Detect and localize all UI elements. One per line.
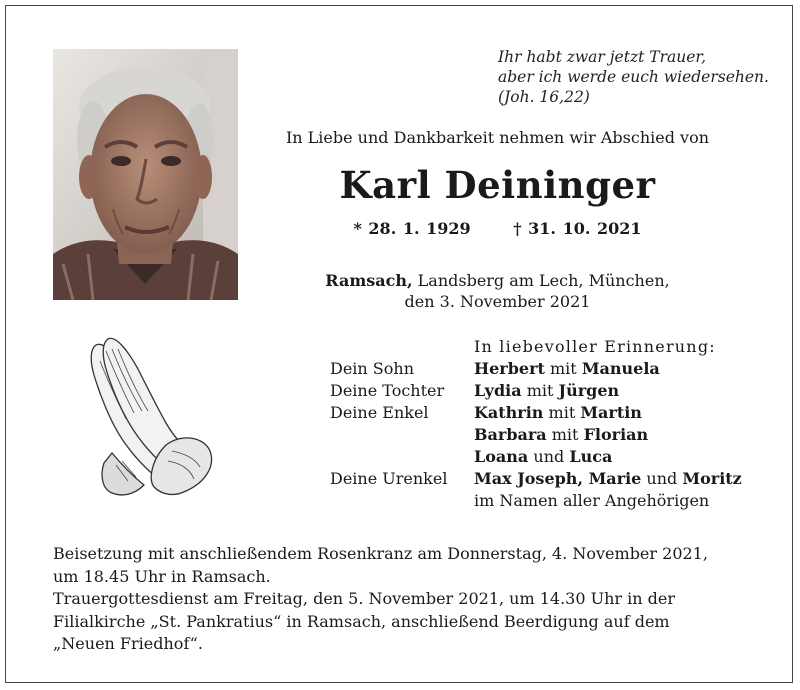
relative-names: Max Joseph, Marie und Moritz — [474, 469, 742, 488]
footer-line: „Neuen Friedhof“. — [53, 634, 203, 653]
portrait-photo — [53, 49, 238, 300]
birth-date: * 28. 1. 1929 — [353, 219, 471, 238]
footer-line: Beisetzung mit anschließendem Rosenkranz am Donnerstag, 4. November 2021, — [53, 544, 708, 563]
relative-names: Barbara mit Florian — [474, 425, 649, 444]
relation-label: Deine Enkel — [330, 403, 429, 422]
quote-line: aber ich werde euch wiedersehen. — [498, 68, 769, 86]
place-and-date — [255, 270, 740, 312]
praying-hands-icon — [82, 335, 217, 500]
deceased-name: Karl Deininger — [339, 163, 656, 207]
place-line — [255, 270, 740, 291]
relative-names: im Namen aller Angehörigen — [474, 491, 710, 510]
footer-line: um 18.45 Uhr in Ramsach. — [53, 566, 271, 586]
quote-source: (Joh. 16,22) — [498, 88, 590, 106]
intro-text: In Liebe und Dankbarkeit nehmen wir Abschied von — [285, 128, 710, 147]
relative-names: Herbert mit Manuela — [474, 359, 660, 378]
life-dates — [255, 219, 740, 238]
relation-label: Deine Tochter — [330, 381, 445, 400]
funeral-details — [53, 543, 773, 656]
relative-names: Lydia mit Jürgen — [474, 381, 620, 400]
place-town: Ramsach, — [325, 271, 413, 290]
notice-date: den 3. November 2021 — [404, 292, 591, 311]
death-date: † 31. 10. 2021 — [513, 219, 642, 238]
relation-label: Deine Urenkel — [330, 469, 448, 488]
footer-line: Filialkirche „St. Pankratius“ in Ramsach, anschließend Beerdigung auf dem — [53, 611, 670, 631]
footer-line: Trauergottesdienst am Freitag, den 5. November 2021, um 14.30 Uhr in der — [53, 589, 676, 608]
bible-quote — [498, 47, 788, 107]
quote-line: Ihr habt zwar jetzt Trauer, — [498, 48, 707, 66]
place-rest: Landsberg am Lech, München, — [412, 271, 670, 290]
relation-label: Dein Sohn — [330, 359, 415, 378]
relative-names: Loana und Luca — [474, 447, 613, 466]
memory-heading: In liebevoller Erinnerung: — [474, 337, 716, 356]
relative-names: Kathrin mit Martin — [474, 403, 642, 422]
